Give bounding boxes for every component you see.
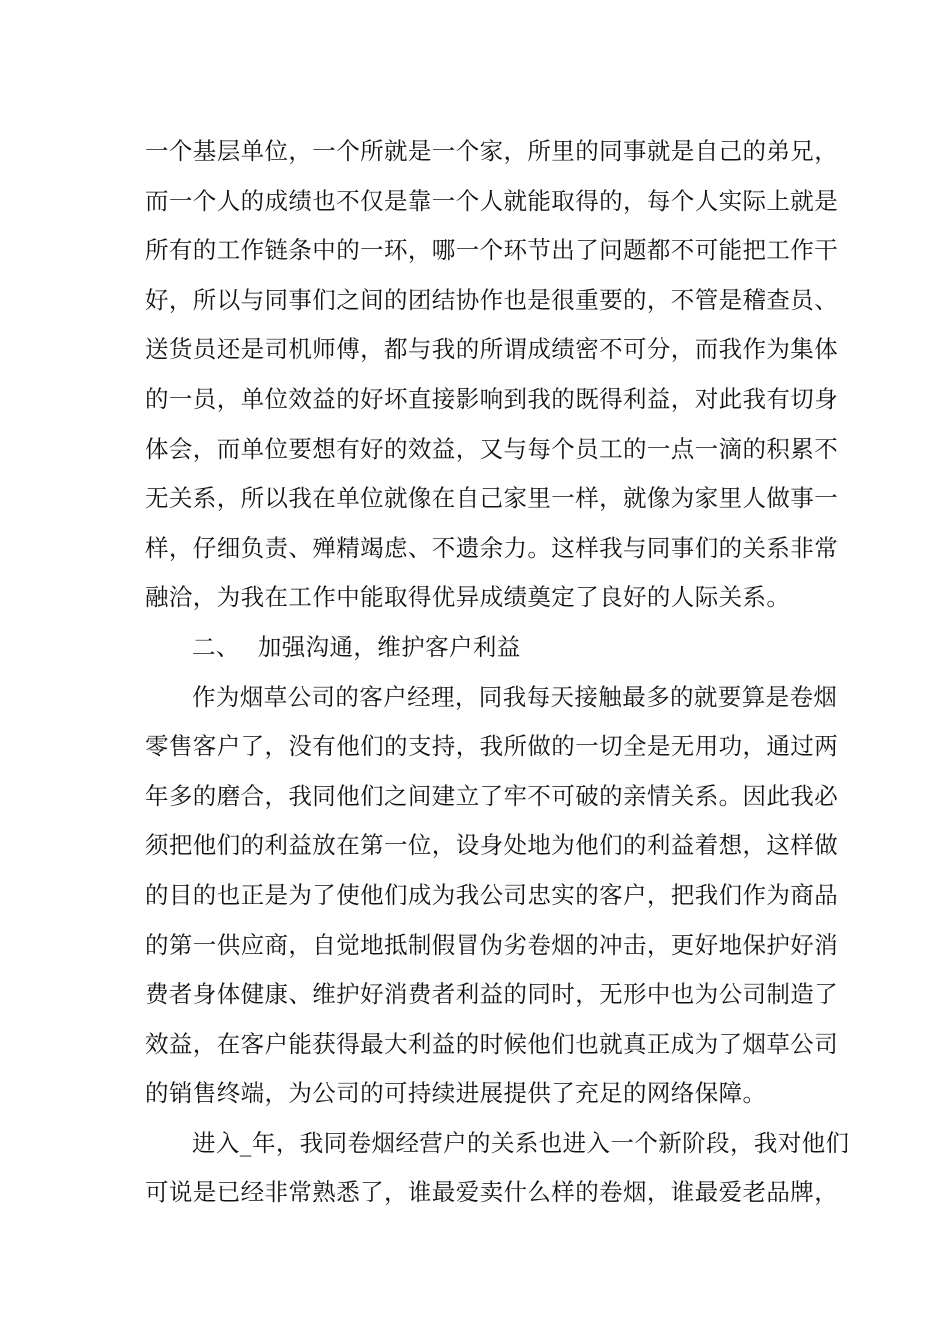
paragraph-line: 体会，而单位要想有好的效益，又与每个员工的一点一滴的积累不 (145, 434, 839, 463)
paragraph-line: 作为烟草公司的客户经理，同我每天接触最多的就要算是卷烟 (192, 682, 838, 711)
paragraph-line: 须把他们的利益放在第一位，设身处地为他们的利益着想，这样做 (145, 831, 839, 860)
section-heading (145, 623, 815, 673)
paragraph-line: 样，仔细负责、殚精竭虑、不遗余力。这样我与同事们的关系非常 (145, 533, 839, 562)
paragraph-line: 所有的工作链条中的一环，哪一个环节出了问题都不可能把工作干 (145, 236, 839, 265)
paragraph-line: 无关系，所以我在单位就像在自己家里一样，就像为家里人做事一 (145, 484, 839, 513)
paragraph-line: 进入_年，我同卷烟经营户的关系也进入一个新阶段，我对他们 (192, 1128, 850, 1157)
paragraph-line: 年多的磨合，我同他们之间建立了牢不可破的亲情关系。因此我必 (145, 781, 839, 810)
paragraph-line: 的目的也正是为了使他们成为我公司忠实的客户，把我们作为商品 (145, 880, 839, 909)
paragraph-line: 送货员还是司机师傅，都与我的所谓成绩密不可分，而我作为集体 (145, 335, 839, 364)
document-body (145, 127, 850, 1218)
paragraph-line: 好，所以与同事们之间的团结协作也是很重要的，不管是稽查员、 (145, 285, 839, 314)
paragraph-line: 可说是已经非常熟悉了，谁最爱卖什么样的卷烟，谁最爱老品牌， (145, 1178, 839, 1207)
paragraph-line: 费者身体健康、维护好消费者利益的同时，无形中也为公司制造了 (145, 980, 839, 1009)
section-heading-title: 加强沟通，维护客户利益 (257, 632, 521, 661)
paragraph-line: 而一个人的成绩也不仅是靠一个人就能取得的，每个人实际上就是 (145, 186, 839, 215)
paragraph-line: 融洽，为我在工作中能取得优异成绩奠定了良好的人际关系。 (145, 583, 791, 612)
paragraph-line: 效益，在客户能获得最大利益的时候他们也就真正成为了烟草公司 (145, 1029, 839, 1058)
paragraph-line: 零售客户了，没有他们的支持，我所做的一切全是无用功，通过两 (145, 732, 839, 761)
paragraph-line: 一个基层单位，一个所就是一个家，所里的同事就是自己的弟兄， (145, 137, 839, 165)
section-heading-number: 二、 (192, 632, 240, 661)
paragraph-line: 的第一供应商，自觉地抵制假冒伪劣卷烟的冲击，更好地保护好消 (145, 930, 839, 959)
paragraph-line: 的销售终端，为公司的可持续进展提供了充足的网络保障。 (145, 1079, 767, 1108)
paragraph-line: 的一员，单位效益的好坏直接影响到我的既得利益，对此我有切身 (145, 384, 839, 413)
